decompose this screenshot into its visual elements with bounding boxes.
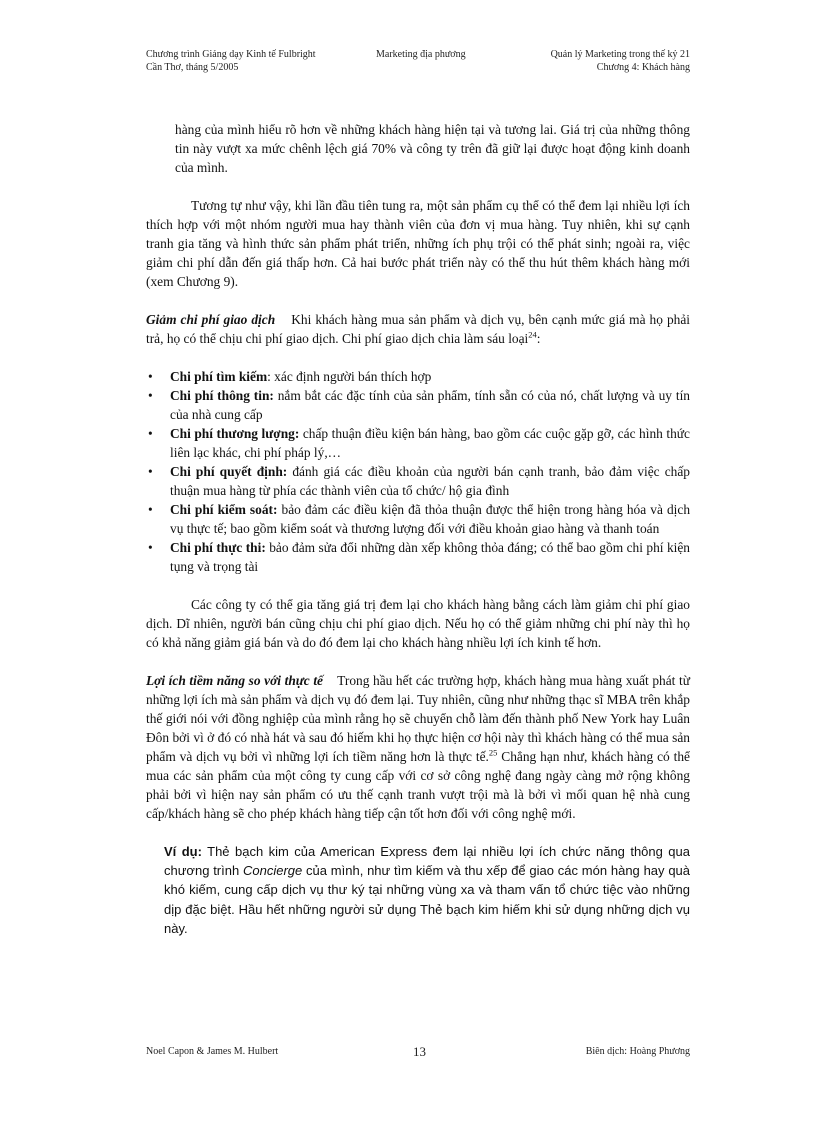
list-item (146, 424, 690, 462)
header-chapter: Chương 4: Khách hàng (596, 62, 690, 73)
header-place-date: Cần Thơ, tháng 5/2005 (146, 62, 239, 73)
bullet-icon: • (148, 464, 153, 479)
list-item (146, 500, 690, 538)
cost-desc: : xác định người bán thích hợp (267, 369, 432, 384)
bullet-icon: • (148, 540, 153, 555)
section-text: Trong hầu hết các trường hợp, khách hàng mua hàng xuất phát từ những lợi ích mà sản phẩm và dịch vụ đó đem lại. Tuy nhiên, cũng như những thạc sĩ MBA trên khắp thế giới nói với đồng nghiệp của mình rằng họ sẽ chuyển chỗ làm đến thành phố New York hay Luân Đôn bởi vì ở đó có nhà hát và sau đó hiếm khi họ thực hiện cơ hội này thì khách hàng có thể mua sản phẩm và dịch vụ bởi vì những lợi ích tiềm năng hơn là thực tế. (146, 673, 690, 764)
footnote-ref-25: 25 (488, 747, 498, 758)
header-center: Marketing địa phương (376, 49, 466, 60)
cost-desc: bảo đảm sửa đổi những dàn xếp không thỏa đáng; có thể bao gồm chi phí kiện tụng và trọng tài (170, 540, 690, 574)
page-number: 13 (413, 1044, 426, 1059)
bullet-icon: • (148, 426, 153, 441)
paragraph-potential-benefits: Lợi ích tiềm năng so với thực tế Trong hầu hết các trường hợp, khách hàng mua hàng xuất phát từ những lợi ích mà sản phẩm và dịch vụ đó đem lại. Tuy nhiên, cũng như những thạc sĩ MBA trên khắp thế giới nói với đồng nghiệp của mình rằng họ sẽ chuyển chỗ làm đến thành phố New York hay Luân Đôn bởi vì ở đó có nhà hát và sau đó hiếm khi họ thực hiện cơ hội này thì khách hàng có thể mua sản phẩm và dịch vụ bởi vì những lợi ích tiềm năng hơn là thực tế.$^{25}$ Chẳng hạn như, khách hàng có thể mua các sản phẩm của một công ty cung cấp với cơ sở công nghệ đang ngày càng mở rộng không phải bởi vì hiện nay sản phẩm có ưu thế cạnh tranh vượt trội mà là bởi vì mối quan hệ nhà cung cấp/khách hàng sẽ cho phép khách hàng tiếp cận tốt hơn đối với công nghệ mới. (146, 673, 690, 821)
example-label: Ví dụ: (164, 844, 202, 859)
page-body (146, 120, 690, 938)
paragraph-benefits: Tương tự như vậy, khi lần đầu tiên tung ra, một sản phẩm cụ thể có thể đem lại nhiều lợi ích thích hợp với một nhóm người mua hay thành viên của đơn vị mua hàng. Tuy nhiên, khi sự cạnh tranh gia tăng và hình thức sản phẩm phát triển, những ích phụ trội có thể phát sinh; ngoài ra, việc giảm chi phí dẫn đến giá thấp hơn. Cả hai bước phát triển này có thể thu hút thêm khách hàng mới (xem Chương 9). (146, 198, 690, 289)
page-footer (146, 1046, 690, 1057)
header-book-title: Quản lý Marketing trong thế kỷ 21 (550, 49, 690, 60)
list-item (146, 367, 690, 386)
list-item (146, 386, 690, 424)
cost-term: Chi phí thương lượng: (170, 426, 300, 441)
footer-authors: Noel Capon & James M. Hulbert (146, 1046, 279, 1057)
cost-desc: nắm bắt các đặc tính của sản phẩm, tính sẵn có của nó, chất lượng và uy tín của nhà cung cấp (170, 388, 690, 422)
bullet-icon: • (148, 502, 153, 517)
header-left (146, 48, 316, 74)
cost-term: Chi phí kiểm soát: (170, 502, 278, 517)
paragraph-reduce-costs: Các công ty có thể gia tăng giá trị đem lại cho khách hàng bằng cách làm giảm chi phí giao dịch. Dĩ nhiên, người bán cũng chịu chi phí giao dịch. Nếu họ có thể giảm những chi phí này thì họ có khả năng giảm giá bán và do đó đem lại cho khách hàng nhiều lợi ích kinh tế hơn. (146, 597, 690, 650)
cost-desc: chấp thuận điều kiện bán hàng, bao gồm các cuộc gặp gỡ, các hình thức liên lạc khác, chi phí pháp lý,… (170, 426, 690, 460)
footnote-ref-24: 24 (528, 329, 537, 340)
concierge-program: Concierge (243, 863, 303, 879)
paragraph-transaction-costs: Giảm chi phí giao dịch Khi khách hàng mua sản phẩm và dịch vụ, bên cạnh mức giá mà họ phải trả, họ có thể chịu chi phí giao dịch. Chi phí giao dịch chia làm sáu loại$^{24}$: (146, 312, 691, 346)
cost-term: Chi phí thực thi: (170, 540, 266, 555)
header-program: Chương trình Giảng dạy Kinh tế Fulbright (146, 49, 316, 60)
cost-desc: đánh giá các điều khoản của người bán cạnh tranh, bảo đảm việc chấp thuận mua hàng từ phía các thành viên của tổ chức/ hộ gia đình (170, 464, 690, 498)
list-item (146, 538, 690, 576)
list-item (146, 462, 690, 500)
header-right (551, 48, 690, 74)
section-heading-potential-benefits: Lợi ích tiềm năng so với thực tế (146, 673, 324, 688)
example-box: Ví dụ: Thẻ bạch kim của American Express đem lại nhiều lợi ích chức năng thông qua chương trình Concierge của mình, như tìm kiếm và thu xếp để giao các món hàng hay quà khó kiếm, cung cấp dịch vụ thư ký tại những vùng xa và tham vấn tổ chức tiệc vào những dịp đặc biệt. Hầu hết những người sử dụng Thẻ bạch kim hiếm khi sử dụng những dịch vụ này. (164, 844, 691, 936)
footer-translator: Biên dịch: Hoàng Phương (585, 1046, 690, 1057)
cost-desc: bảo đảm các điều kiện đã thỏa thuận được thể hiện trong hàng hóa và dịch vụ thực tế; bao gồm kiểm soát và thương lượng đối với điều khoản giao hàng và thanh toán (170, 502, 691, 536)
section-text: Khi khách hàng mua sản phẩm và dịch vụ, bên cạnh mức giá mà họ phải trả, họ có thể chịu chi phí giao dịch. Chi phí giao dịch chia làm sáu loại (146, 312, 691, 346)
cost-term: Chi phí thông tin: (170, 388, 274, 403)
bullet-icon: • (148, 388, 153, 403)
cost-list (146, 367, 690, 576)
paragraph-continued: hàng của mình hiểu rõ hơn về những khách hàng hiện tại và tương lai. Giá trị của những thông tin này vượt xa mức chênh lệch giá 70% và công ty trên đã giữ lại được hoạt động kinh doanh của mình. (175, 122, 690, 175)
section-heading-transaction-costs: Giảm chi phí giao dịch (146, 312, 276, 327)
cost-term: Chi phí quyết định: (170, 464, 288, 479)
bullet-icon: • (148, 369, 153, 384)
cost-term: Chi phí tìm kiếm (170, 369, 268, 384)
